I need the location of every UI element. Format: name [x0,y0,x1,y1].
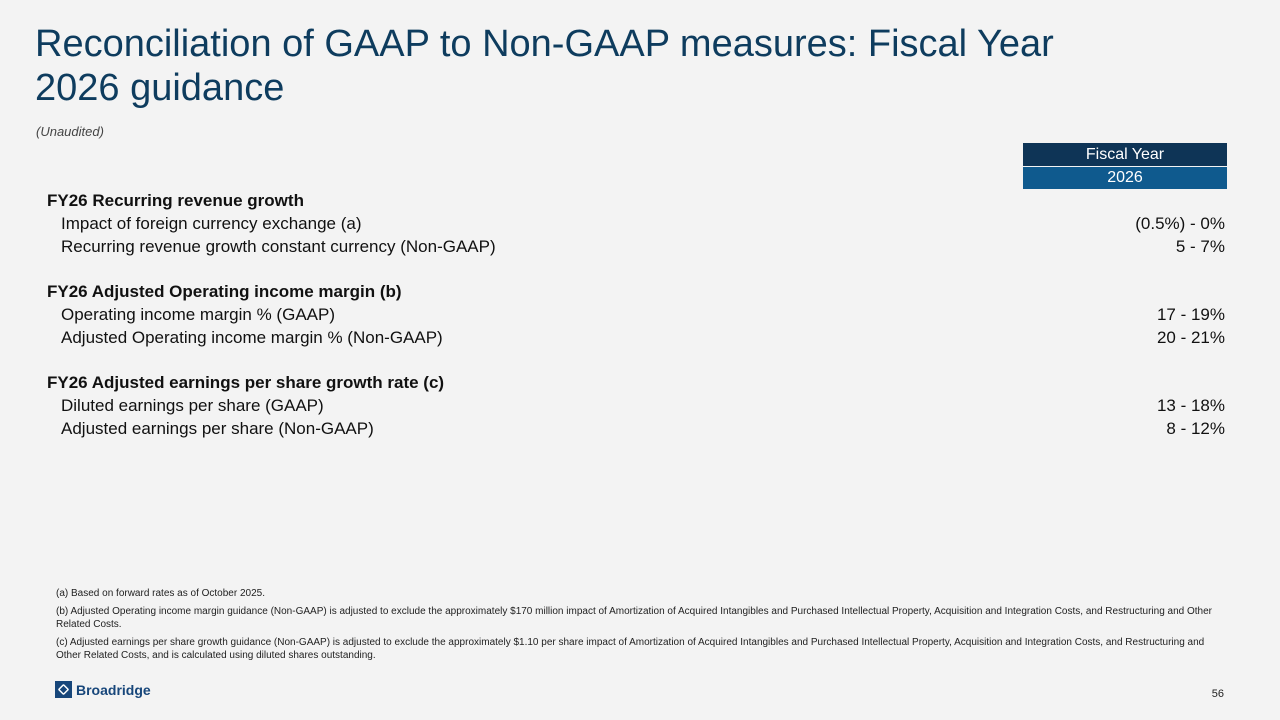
table-row [47,303,1227,326]
table-row [47,212,1227,235]
column-header-year: 2026 [1023,167,1227,189]
section-heading: FY26 Adjusted Operating income margin (b) [47,281,402,301]
slide-subtitle: (Unaudited) [36,124,104,139]
table-row [47,326,1227,349]
broadridge-logo-icon [55,681,72,698]
footnotes [56,587,1226,667]
section-operating-margin [47,280,1227,349]
table-row [47,394,1227,417]
section-heading: FY26 Adjusted earnings per share growth rate (c) [47,372,445,392]
broadridge-logo [55,681,151,698]
section-heading-row [47,280,1227,303]
table-row [47,417,1227,440]
column-header [1023,143,1227,189]
guidance-table [47,189,1227,462]
footnote-c: (c) Adjusted earnings per share growth guidance (Non-GAAP) is adjusted to exclude the approximately $1.10 per share impact of Amortization of Acquired Intangibles and Purchased Intellectual Property, Acquisition and Integration Costs, and Restructuring and Other Related Costs, and is calculated using diluted shares outstanding. [56,637,1205,661]
row-label: Adjusted Operating income margin % (Non-GAAP) [61,327,443,347]
section-heading-row [47,189,1227,212]
section-recurring-revenue [47,189,1227,258]
page-number: 56 [1211,688,1224,700]
row-label: Operating income margin % (GAAP) [61,304,335,324]
logo-text: Broadridge [76,681,151,698]
slide-title: Reconciliation of GAAP to Non-GAAP measures: Fiscal Year 2026 guidance [35,23,1054,109]
row-value: 8 - 12% [1166,418,1225,438]
section-eps-growth [47,371,1227,440]
section-heading-row [47,371,1227,394]
section-heading: FY26 Recurring revenue growth [47,190,304,210]
table-row [47,235,1227,258]
row-value: 13 - 18% [1156,395,1225,415]
footnote-b: (b) Adjusted Operating income margin guidance (Non-GAAP) is adjusted to exclude the approximately $170 million impact of Amortization of Acquired Intangibles and Purchased Intellectual Property, Acquisition and Integration Costs, and Restructuring and Other Related Costs. [56,606,1213,630]
row-label: Recurring revenue growth constant currency (Non-GAAP) [61,236,496,256]
row-label: Adjusted earnings per share (Non-GAAP) [61,418,374,438]
row-value: 5 - 7% [1175,236,1225,256]
row-label: Impact of foreign currency exchange (a) [61,213,362,233]
row-value: 20 - 21% [1156,327,1225,347]
column-header-fiscal-year: Fiscal Year [1023,143,1227,166]
row-label: Diluted earnings per share (GAAP) [61,395,324,415]
row-value: (0.5%) - 0% [1135,213,1225,233]
footnote-a: (a) Based on forward rates as of October 2025. [56,588,265,599]
row-value: 17 - 19% [1156,304,1225,324]
